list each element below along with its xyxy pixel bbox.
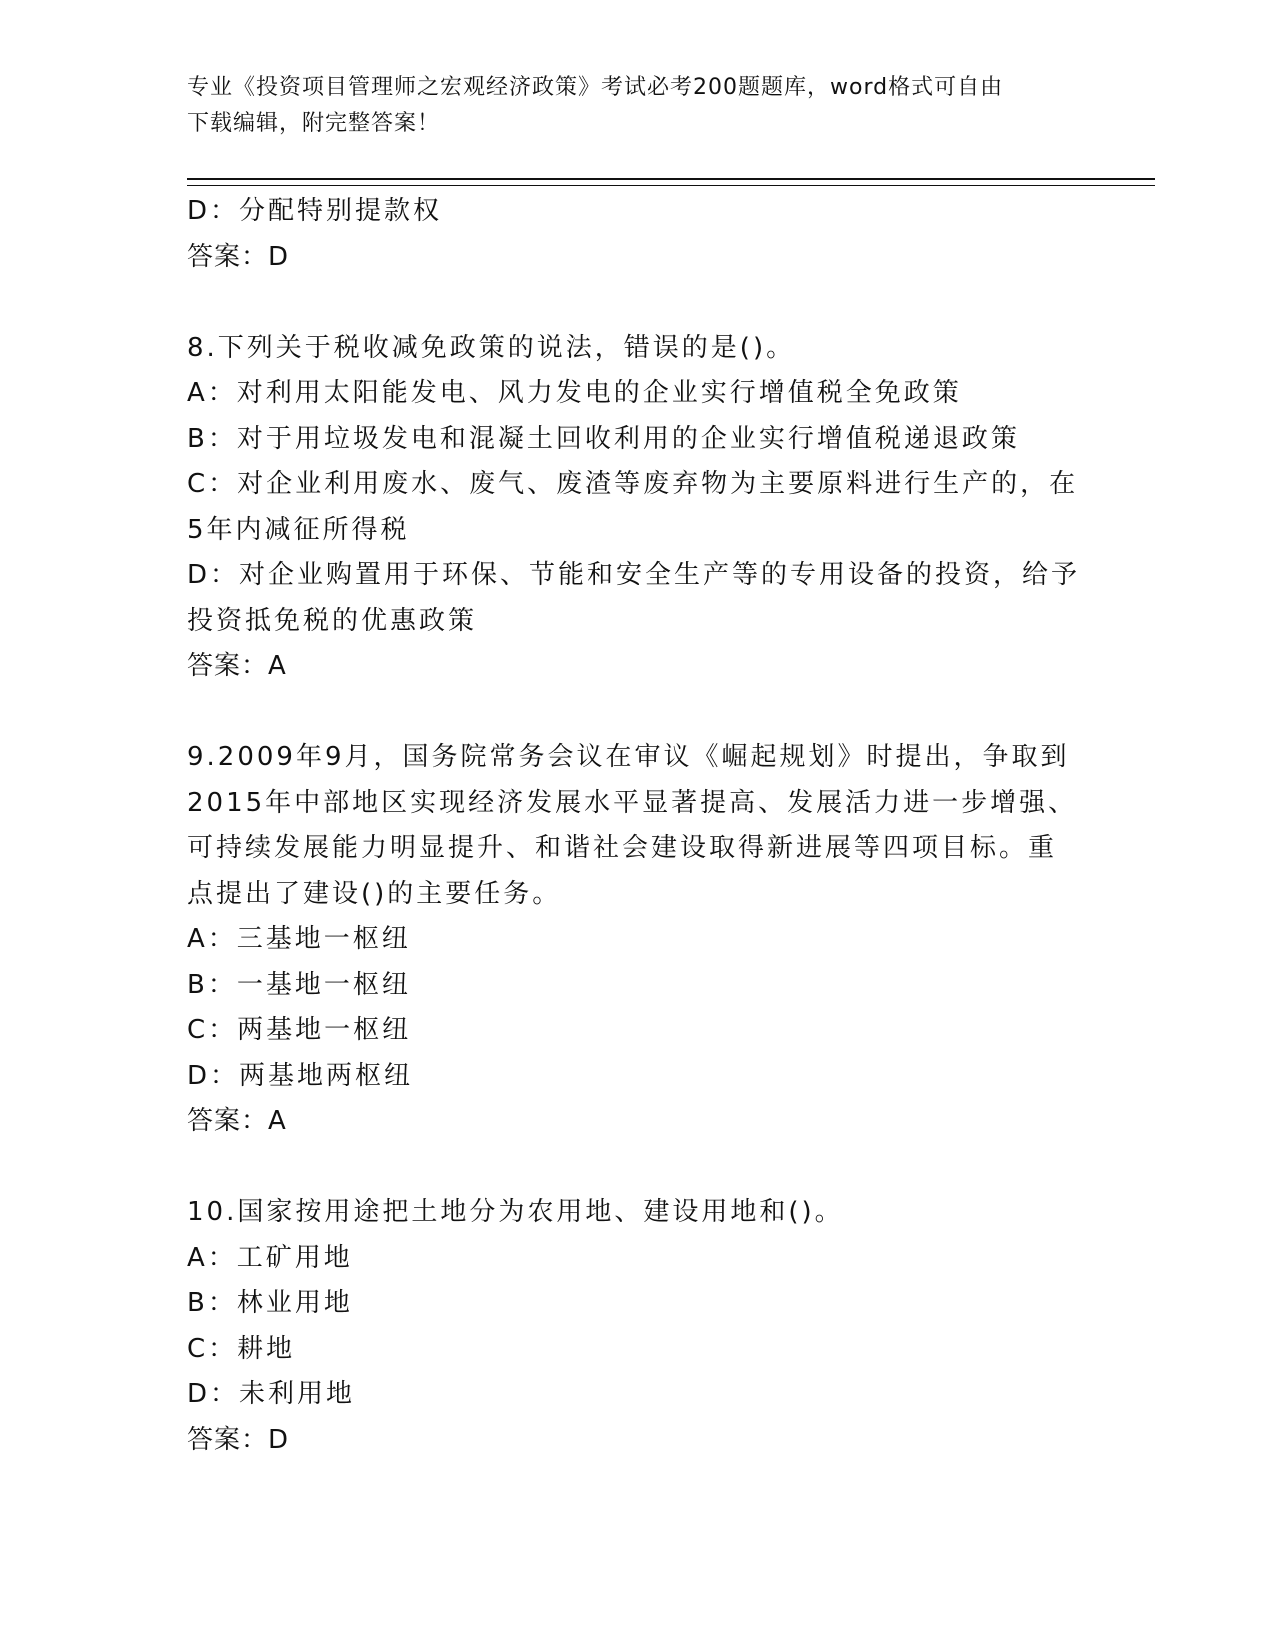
question-content [187, 189, 1087, 1463]
header-line-2: 下载编辑，附完整答案！ [187, 111, 441, 136]
question-8-option-d-line-2: 投资抵免税的优惠政策 [187, 605, 478, 636]
header-line-1: 专业《投资项目管理师之宏观经济政策》考试必考200题题库，word格式可自由 [187, 75, 1004, 100]
header-divider-thin [187, 185, 1155, 186]
question-10-option-c: C：耕地 [187, 1333, 296, 1364]
question-9-option-d: D：两基地两枢纽 [187, 1060, 414, 1091]
spacer [187, 1145, 1087, 1191]
question-8-option-c-line-2: 5年内减征所得税 [187, 514, 410, 545]
header-divider-thick [187, 178, 1155, 180]
question-9-stem-line-2: 2015年中部地区实现经济发展水平显著提高、发展活力进一步增强、 [187, 787, 1078, 818]
question-9 [187, 735, 1087, 1145]
question-8-stem: 8.下列关于税收减免政策的说法，错误的是()。 [187, 332, 796, 363]
question-8-option-a: A：对利用太阳能发电、风力发电的企业实行增值税全免政策 [187, 378, 962, 408]
prev-option-d: D：分配特别提款权 [187, 196, 443, 226]
question-8-option-b: B：对于用垃圾发电和混凝土回收利用的企业实行增值税递退政策 [187, 423, 1020, 454]
question-10 [187, 1190, 1087, 1463]
question-9-option-b: B：一基地一枢纽 [187, 969, 411, 1000]
question-8 [187, 326, 1087, 690]
question-9-option-c: C：两基地一枢纽 [187, 1015, 412, 1045]
document-header [187, 70, 1087, 142]
question-8-answer: 答案：A [187, 651, 287, 681]
question-9-stem-line-1: 9.2009年9月，国务院常务会议在审议《崛起规划》时提出，争取到 [187, 742, 1070, 772]
question-10-option-a: A：工矿用地 [187, 1242, 353, 1273]
prev-answer: 答案：D [187, 241, 290, 272]
question-10-option-d: D：未利用地 [187, 1379, 356, 1409]
spacer [187, 280, 1087, 326]
question-10-option-b: B：林业用地 [187, 1288, 353, 1318]
question-9-stem-line-3: 可持续发展能力明显提升、和谐社会建设取得新进展等四项目标。重 [187, 833, 1058, 863]
question-8-option-c-line-1: C：对企业利用废水、废气、废渣等废弃物为主要原料进行生产的，在 [187, 469, 1079, 499]
question-8-option-d-line-1: D：对企业购置用于环保、节能和安全生产等的专用设备的投资，给予 [187, 560, 1081, 590]
question-10-answer: 答案：D [187, 1424, 290, 1455]
question-10-stem: 10.国家按用途把土地分为农用地、建设用地和()。 [187, 1197, 844, 1227]
question-9-stem-line-4: 点提出了建设()的主要任务。 [187, 878, 562, 909]
spacer [187, 690, 1087, 736]
question-9-option-a: A：三基地一枢纽 [187, 924, 411, 954]
question-9-answer: 答案：A [187, 1106, 287, 1136]
